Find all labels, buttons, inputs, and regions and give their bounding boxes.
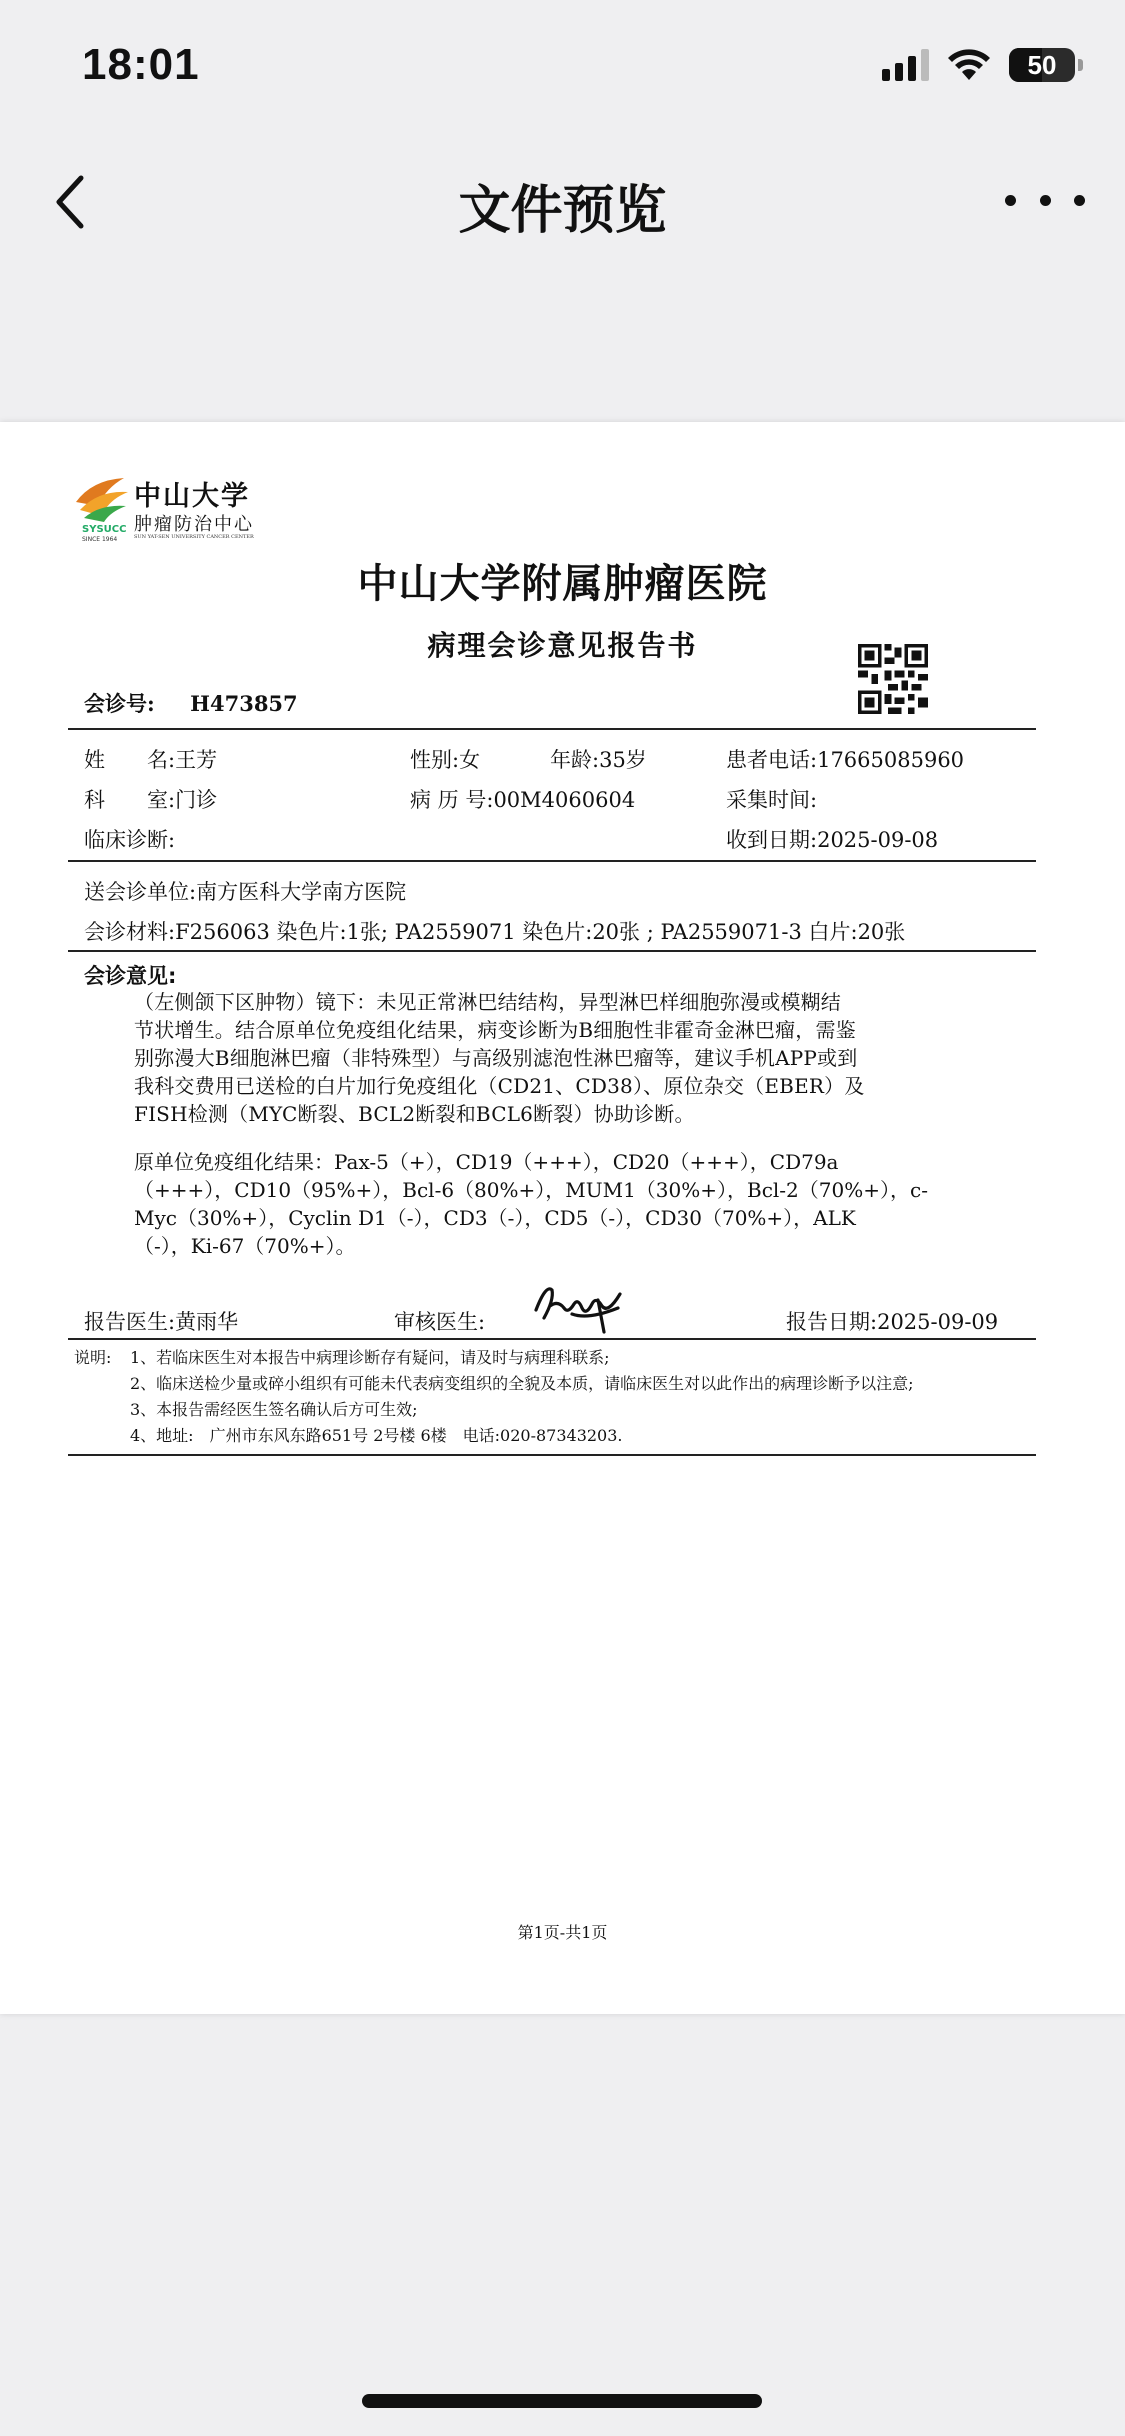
battery-icon bbox=[1009, 48, 1075, 82]
report-date: 2025-09-09 bbox=[877, 1310, 999, 1334]
reviewer-field bbox=[394, 1306, 485, 1336]
reviewer-label: 审核医生: bbox=[394, 1310, 486, 1334]
opinion-line: （左侧颌下区肿物）镜下：未见正常淋巴结结构，异型淋巴样细胞弥漫或模糊结 bbox=[134, 990, 841, 1014]
note-item: 3、本报告需经医生签名确认后方可生效; bbox=[130, 1400, 418, 1419]
record-number-field bbox=[410, 784, 635, 814]
more-dot bbox=[1074, 195, 1085, 206]
patient-phone: 17665085960 bbox=[817, 748, 965, 772]
divider bbox=[68, 950, 1036, 952]
record-number: 00M4060604 bbox=[493, 788, 636, 812]
consult-number: H473857 bbox=[190, 691, 298, 716]
material-label: 会诊材料: bbox=[84, 920, 176, 944]
nav-bar bbox=[0, 140, 1125, 260]
patient-phone-field bbox=[726, 744, 964, 774]
hospital-logo bbox=[72, 472, 272, 544]
divider bbox=[68, 1454, 1036, 1456]
sending-unit-field bbox=[84, 876, 406, 906]
opinion-text bbox=[134, 988, 964, 1128]
ihc-results bbox=[134, 1148, 964, 1260]
sending-unit-label: 送会诊单位: bbox=[84, 880, 197, 904]
opinion-line: 别弥漫大B细胞淋巴瘤（非特殊型）与高级别滤泡性淋巴瘤等，建议手机APP或到 bbox=[134, 1046, 858, 1070]
patient-age-label: 年龄: bbox=[550, 748, 600, 772]
ihc-line: （-），Ki-67（70%+）。 bbox=[134, 1234, 356, 1258]
opinion-line: 我科交费用已送检的白片加行免疫组化（CD21、CD38）、原位杂交（EBER）及 bbox=[134, 1074, 865, 1098]
logo-since: SINCE 1964 bbox=[82, 536, 118, 543]
patient-phone-label: 患者电话: bbox=[726, 748, 818, 772]
reporter-label: 报告医生: bbox=[84, 1310, 176, 1334]
qr-code-icon bbox=[858, 644, 928, 714]
more-options-button[interactable] bbox=[1005, 180, 1085, 220]
collect-time-field bbox=[726, 784, 817, 814]
collect-time-label: 采集时间: bbox=[726, 788, 818, 812]
consult-number-label: 会诊号: bbox=[84, 691, 155, 716]
reporter-field bbox=[84, 1306, 238, 1336]
received-date-label: 收到日期: bbox=[726, 828, 818, 852]
report-date-field bbox=[786, 1306, 998, 1336]
document-page[interactable] bbox=[0, 422, 1125, 2014]
opinion-line: FISH检测（MYC断裂、BCL2断裂和BCL6断裂）协助诊断。 bbox=[134, 1102, 695, 1126]
status-bar bbox=[0, 0, 1125, 130]
wifi-icon bbox=[947, 48, 991, 82]
ihc-line: 原单位免疫组化结果：Pax-5（+），CD19（+++），CD20（+++），CD79a bbox=[134, 1150, 839, 1174]
material: F256063 染色片:1张; PA2559071 染色片:20张 ; PA2559071-3 白片:20张 bbox=[175, 920, 906, 944]
battery-level: 50 bbox=[1027, 50, 1057, 80]
consult-number-row bbox=[84, 688, 298, 718]
page-title: 文件预览 bbox=[458, 182, 667, 240]
divider bbox=[68, 860, 1036, 862]
patient-gender-label: 性别: bbox=[410, 748, 460, 772]
material-field bbox=[84, 916, 905, 946]
status-time: 18:01 bbox=[82, 40, 200, 89]
divider bbox=[68, 1338, 1036, 1340]
clinical-diagnosis-label: 临床诊断: bbox=[84, 828, 176, 852]
divider bbox=[68, 728, 1036, 730]
logo-abbr: SYSUCC bbox=[82, 524, 127, 535]
note-item: 1、若临床医生对本报告中病理诊断存有疑问，请及时与病理科联系; bbox=[130, 1348, 610, 1367]
more-dot bbox=[1005, 195, 1016, 206]
notes-label: 说明: bbox=[74, 1348, 112, 1367]
logo-center: 肿瘤防治中心 bbox=[134, 514, 254, 535]
note-item: 4、地址: 广州市东风东路651号 2号楼 6楼 电话:020-87343203. bbox=[130, 1426, 623, 1445]
logo-university: 中山大学 bbox=[134, 481, 250, 512]
clinical-diagnosis-field bbox=[84, 824, 175, 854]
department-label: 科 室: bbox=[84, 788, 176, 812]
report-date-label: 报告日期: bbox=[786, 1310, 878, 1334]
status-icons bbox=[882, 48, 1075, 82]
home-indicator[interactable] bbox=[362, 2394, 762, 2408]
logo-english: SUN YAT-SEN UNIVERSITY CANCER CENTER bbox=[134, 534, 254, 540]
received-date: 2025-09-08 bbox=[817, 828, 939, 852]
opinion-label: 会诊意见: bbox=[84, 964, 177, 988]
reporter: 黄雨华 bbox=[175, 1310, 239, 1334]
ihc-line: Myc（30%+），Cyclin D1（-），CD3（-），CD5（-），CD30（70%+），ALK bbox=[134, 1206, 856, 1230]
hospital-title: 中山大学附属肿瘤医院 bbox=[357, 561, 768, 607]
patient-name: 王芳 bbox=[175, 748, 218, 772]
report-title: 病理会诊意见报告书 bbox=[427, 629, 698, 662]
opinion-line: 节状增生。结合原单位免疫组化结果，病变诊断为B细胞性非霍奇金淋巴瘤，需鉴 bbox=[134, 1018, 856, 1042]
patient-name-field bbox=[84, 744, 217, 774]
record-number-label: 病 历 号: bbox=[410, 788, 494, 812]
reviewer-signature bbox=[528, 1270, 628, 1340]
ihc-line: （+++），CD10（95%+），Bcl-6（80%+），MUM1（30%+），Bcl-2（70%+），c- bbox=[134, 1178, 928, 1202]
note-item: 2、临床送检少量或碎小组织有可能未代表病变组织的全貌及本质，请临床医生对以此作出的病理诊断予以注意; bbox=[130, 1374, 914, 1393]
patient-age: 35岁 bbox=[599, 748, 647, 772]
patient-age-field bbox=[550, 744, 647, 774]
signal-icon bbox=[882, 49, 929, 81]
patient-name-label: 姓 名: bbox=[84, 748, 176, 772]
patient-gender: 女 bbox=[459, 748, 481, 772]
more-dot bbox=[1040, 195, 1051, 206]
department-field bbox=[84, 784, 217, 814]
received-date-field bbox=[726, 824, 938, 854]
sending-unit: 南方医科大学南方医院 bbox=[196, 880, 407, 904]
page-number: 第1页-共1页 bbox=[517, 1923, 608, 1942]
patient-gender-field bbox=[410, 744, 480, 774]
department: 门诊 bbox=[175, 788, 218, 812]
